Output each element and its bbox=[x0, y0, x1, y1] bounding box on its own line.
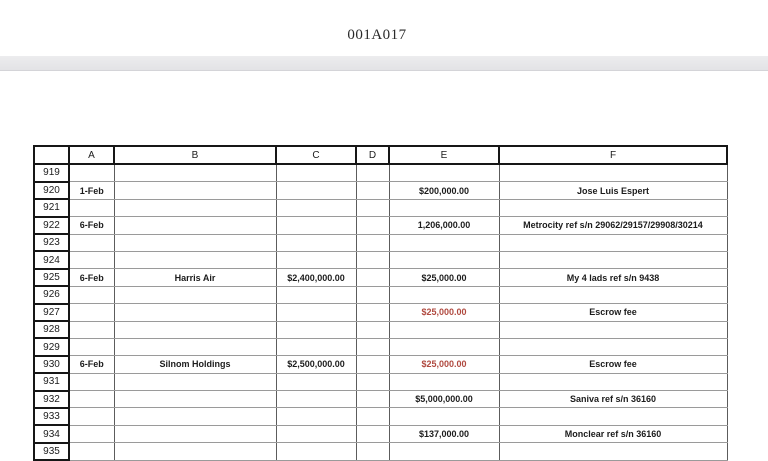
cell-D-932 bbox=[356, 391, 389, 408]
row-number: 935 bbox=[34, 443, 69, 460]
cell-D-921 bbox=[356, 199, 389, 216]
cell-A-928 bbox=[69, 321, 114, 338]
cell-D-923 bbox=[356, 234, 389, 251]
cell-B-929 bbox=[114, 338, 276, 355]
cell-F-935 bbox=[499, 443, 727, 460]
cell-B-920 bbox=[114, 182, 276, 199]
cell-C-929 bbox=[276, 338, 356, 355]
cell-A-933 bbox=[69, 408, 114, 425]
row-number: 933 bbox=[34, 408, 69, 425]
cell-C-932 bbox=[276, 391, 356, 408]
cell-A-932 bbox=[69, 391, 114, 408]
column-header-C: C bbox=[276, 146, 356, 164]
column-header-E: E bbox=[389, 146, 499, 164]
cell-C-923 bbox=[276, 234, 356, 251]
cell-F-920: Jose Luis Espert bbox=[499, 182, 727, 199]
cell-E-923 bbox=[389, 234, 499, 251]
table-row bbox=[34, 408, 727, 425]
cell-D-933 bbox=[356, 408, 389, 425]
cell-F-921 bbox=[499, 199, 727, 216]
cell-E-932: $5,000,000.00 bbox=[389, 391, 499, 408]
cell-B-926 bbox=[114, 286, 276, 303]
cell-B-921 bbox=[114, 199, 276, 216]
cell-E-935 bbox=[389, 443, 499, 460]
cell-C-919 bbox=[276, 164, 356, 182]
cell-A-925: 6-Feb bbox=[69, 269, 114, 286]
cell-C-930: $2,500,000.00 bbox=[276, 356, 356, 373]
cell-D-931 bbox=[356, 373, 389, 390]
cell-A-920: 1-Feb bbox=[69, 182, 114, 199]
cell-A-934 bbox=[69, 425, 114, 442]
cell-E-922: 1,206,000.00 bbox=[389, 217, 499, 234]
table-row bbox=[34, 356, 727, 373]
cell-D-920 bbox=[356, 182, 389, 199]
cell-F-925: My 4 lads ref s/n 9438 bbox=[499, 269, 727, 286]
cell-F-928 bbox=[499, 321, 727, 338]
cell-E-921 bbox=[389, 199, 499, 216]
cell-E-920: $200,000.00 bbox=[389, 182, 499, 199]
column-header-row bbox=[34, 146, 727, 164]
row-number: 930 bbox=[34, 356, 69, 373]
cell-C-920 bbox=[276, 182, 356, 199]
cell-B-919 bbox=[114, 164, 276, 182]
row-number: 926 bbox=[34, 286, 69, 303]
column-header-D: D bbox=[356, 146, 389, 164]
table-row bbox=[34, 321, 727, 338]
cell-A-926 bbox=[69, 286, 114, 303]
cell-F-927: Escrow fee bbox=[499, 304, 727, 321]
column-header-F: F bbox=[499, 146, 727, 164]
cell-A-922: 6-Feb bbox=[69, 217, 114, 234]
table-row bbox=[34, 234, 727, 251]
cell-B-931 bbox=[114, 373, 276, 390]
cell-B-927 bbox=[114, 304, 276, 321]
row-number: 931 bbox=[34, 373, 69, 390]
cell-F-930: Escrow fee bbox=[499, 356, 727, 373]
corner-header-cell bbox=[34, 146, 69, 164]
table-row bbox=[34, 182, 727, 199]
cell-F-919 bbox=[499, 164, 727, 182]
cell-D-926 bbox=[356, 286, 389, 303]
cell-D-928 bbox=[356, 321, 389, 338]
cell-D-934 bbox=[356, 425, 389, 442]
cell-A-930: 6-Feb bbox=[69, 356, 114, 373]
cell-F-923 bbox=[499, 234, 727, 251]
cell-A-927 bbox=[69, 304, 114, 321]
cell-E-934: $137,000.00 bbox=[389, 425, 499, 442]
row-number: 919 bbox=[34, 164, 69, 182]
cell-A-929 bbox=[69, 338, 114, 355]
column-header-A: A bbox=[69, 146, 114, 164]
cell-C-925: $2,400,000.00 bbox=[276, 269, 356, 286]
spreadsheet-body bbox=[34, 164, 727, 460]
horizontal-divider-band bbox=[0, 56, 768, 71]
row-number: 934 bbox=[34, 425, 69, 442]
cell-C-934 bbox=[276, 425, 356, 442]
cell-B-924 bbox=[114, 251, 276, 268]
table-row bbox=[34, 304, 727, 321]
table-row bbox=[34, 251, 727, 268]
cell-C-933 bbox=[276, 408, 356, 425]
row-number: 922 bbox=[34, 217, 69, 234]
cell-F-931 bbox=[499, 373, 727, 390]
cell-C-921 bbox=[276, 199, 356, 216]
spreadsheet bbox=[33, 145, 728, 461]
cell-A-919 bbox=[69, 164, 114, 182]
cell-F-933 bbox=[499, 408, 727, 425]
cell-A-924 bbox=[69, 251, 114, 268]
cell-F-922: Metrocity ref s/n 29062/29157/29908/30214 bbox=[499, 217, 727, 234]
cell-A-921 bbox=[69, 199, 114, 216]
row-number: 924 bbox=[34, 251, 69, 268]
cell-D-930 bbox=[356, 356, 389, 373]
cell-D-929 bbox=[356, 338, 389, 355]
cell-B-933 bbox=[114, 408, 276, 425]
table-row bbox=[34, 443, 727, 460]
table-row bbox=[34, 269, 727, 286]
table-row bbox=[34, 199, 727, 216]
cell-B-925: Harris Air bbox=[114, 269, 276, 286]
row-number: 928 bbox=[34, 321, 69, 338]
table-row bbox=[34, 164, 727, 182]
column-header-B: B bbox=[114, 146, 276, 164]
cell-B-923 bbox=[114, 234, 276, 251]
table-row bbox=[34, 217, 727, 234]
cell-E-930: $25,000.00 bbox=[389, 356, 499, 373]
cell-B-934 bbox=[114, 425, 276, 442]
cell-F-932: Saniva ref s/n 36160 bbox=[499, 391, 727, 408]
cell-B-922 bbox=[114, 217, 276, 234]
exhibit-stamp: 001A017 bbox=[347, 27, 407, 43]
cell-F-926 bbox=[499, 286, 727, 303]
cell-C-922 bbox=[276, 217, 356, 234]
cell-B-930: Silnom Holdings bbox=[114, 356, 276, 373]
row-number: 921 bbox=[34, 199, 69, 216]
cell-E-926 bbox=[389, 286, 499, 303]
cell-C-926 bbox=[276, 286, 356, 303]
table-row bbox=[34, 338, 727, 355]
cell-D-935 bbox=[356, 443, 389, 460]
table-row bbox=[34, 425, 727, 442]
row-number: 927 bbox=[34, 304, 69, 321]
cell-F-929 bbox=[499, 338, 727, 355]
cell-F-924 bbox=[499, 251, 727, 268]
cell-B-928 bbox=[114, 321, 276, 338]
row-number: 932 bbox=[34, 391, 69, 408]
cell-F-934: Monclear ref s/n 36160 bbox=[499, 425, 727, 442]
cell-E-925: $25,000.00 bbox=[389, 269, 499, 286]
cell-E-924 bbox=[389, 251, 499, 268]
cell-A-931 bbox=[69, 373, 114, 390]
cell-D-924 bbox=[356, 251, 389, 268]
row-number: 923 bbox=[34, 234, 69, 251]
cell-E-931 bbox=[389, 373, 499, 390]
cell-C-927 bbox=[276, 304, 356, 321]
table-row bbox=[34, 391, 727, 408]
cell-C-931 bbox=[276, 373, 356, 390]
cell-E-919 bbox=[389, 164, 499, 182]
cell-B-932 bbox=[114, 391, 276, 408]
cell-C-928 bbox=[276, 321, 356, 338]
cell-C-924 bbox=[276, 251, 356, 268]
cell-D-919 bbox=[356, 164, 389, 182]
cell-C-935 bbox=[276, 443, 356, 460]
table-row bbox=[34, 286, 727, 303]
cell-E-929 bbox=[389, 338, 499, 355]
cell-D-922 bbox=[356, 217, 389, 234]
cell-B-935 bbox=[114, 443, 276, 460]
row-number: 920 bbox=[34, 182, 69, 199]
cell-E-927: $25,000.00 bbox=[389, 304, 499, 321]
cell-E-933 bbox=[389, 408, 499, 425]
cell-A-923 bbox=[69, 234, 114, 251]
row-number: 929 bbox=[34, 338, 69, 355]
row-number: 925 bbox=[34, 269, 69, 286]
cell-D-925 bbox=[356, 269, 389, 286]
cell-A-935 bbox=[69, 443, 114, 460]
table-row bbox=[34, 373, 727, 390]
cell-E-928 bbox=[389, 321, 499, 338]
cell-D-927 bbox=[356, 304, 389, 321]
